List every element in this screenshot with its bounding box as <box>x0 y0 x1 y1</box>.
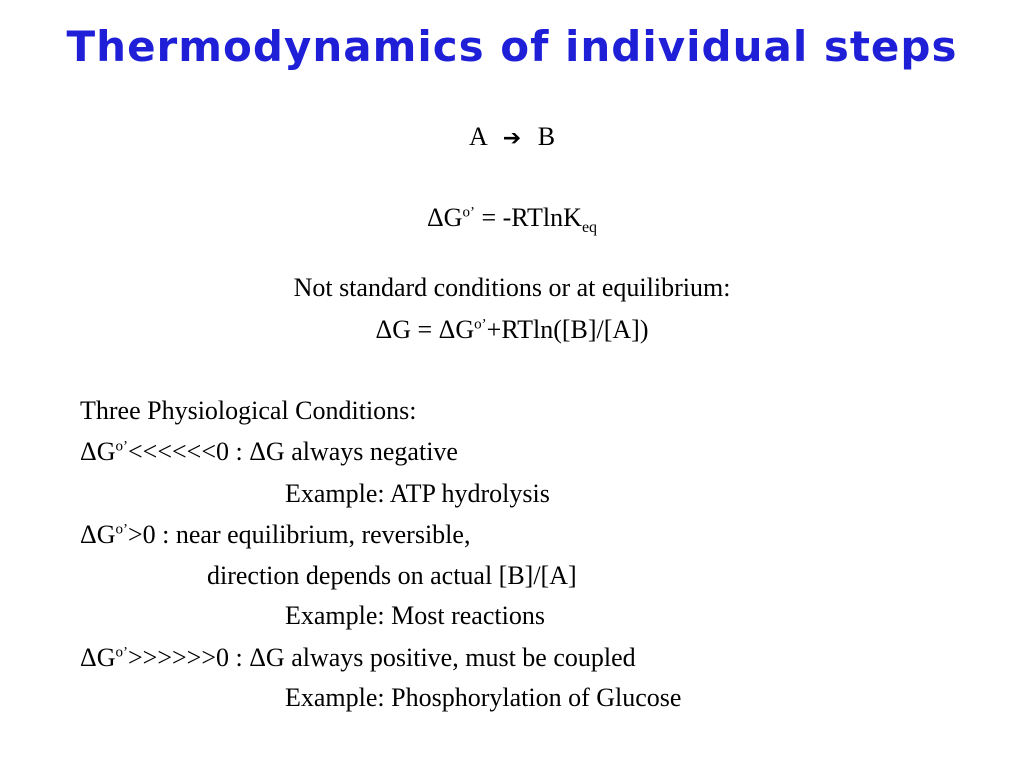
condition-2-prefix: ΔG <box>80 520 116 549</box>
condition-1-example: Example: ATP hydrolysis <box>285 479 550 508</box>
standard-state-superscript: o’ <box>462 204 475 221</box>
condition-1 <box>80 436 458 467</box>
nonstandard-lhs: ΔG = ΔG <box>375 315 475 344</box>
standard-free-energy-equation <box>0 202 1024 237</box>
reactant-label: A <box>468 122 487 151</box>
condition-3 <box>80 642 636 673</box>
reaction-line <box>0 121 1024 152</box>
slide-title: Thermodynamics of individual steps <box>66 22 958 71</box>
condition-3-example: Example: Phosphorylation of Glucose <box>285 683 682 712</box>
condition-1-prefix: ΔG <box>80 437 116 466</box>
condition-2-superscript: o’ <box>115 521 128 538</box>
nonstandard-heading: Not standard conditions or at equilibrium: <box>293 273 731 302</box>
product-label: B <box>537 122 556 151</box>
condition-2-detail: direction depends on actual [B]/[A] <box>207 561 577 590</box>
conditions-heading: Three Physiological Conditions: <box>80 396 417 425</box>
condition-1-text: <<<<<<0 : ΔG always negative <box>128 437 458 466</box>
nonstandard-equation <box>0 314 1024 345</box>
right-arrow-icon: ➔ <box>502 126 522 151</box>
equation-rhs: = -RTlnK <box>474 203 582 232</box>
condition-2-example: Example: Most reactions <box>285 601 545 630</box>
condition-3-prefix: ΔG <box>80 643 116 672</box>
eq-subscript: eq <box>581 219 598 237</box>
delta-g-symbol: ΔG <box>426 203 463 232</box>
nonstandard-rhs: +RTln([B]/[A]) <box>486 315 649 344</box>
condition-1-superscript: o’ <box>115 438 128 455</box>
condition-3-superscript: o’ <box>115 644 128 661</box>
condition-3-text: >>>>>>0 : ΔG always positive, must be coupled <box>128 643 636 672</box>
nonstandard-superscript: o’ <box>474 316 487 333</box>
condition-2 <box>80 519 470 550</box>
condition-2-text: >0 : near equilibrium, reversible, <box>128 520 471 549</box>
